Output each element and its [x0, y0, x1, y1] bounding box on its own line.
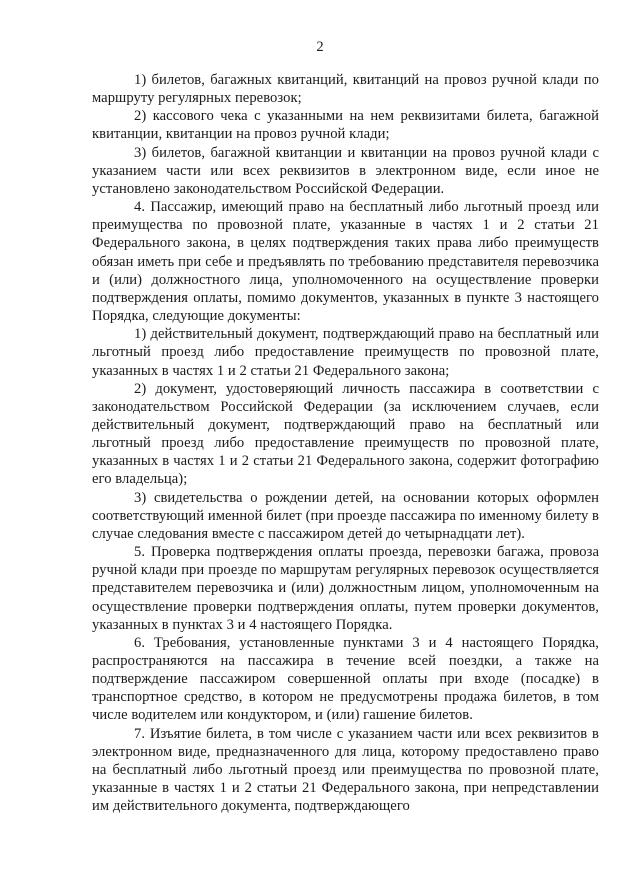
paragraph-4: 4. Пассажир, имеющий право на бесплатный либо льготный проезд или преимущества по провозной плате, указанные в частях 1 и 2 статьи 21 Федерального закона, в целях подтверждения таких права либо преимуществ обязан иметь при себе и предъявлять по требованию представителя перевозчика и (или) должностного лица, уполномоченного на осуществление проверки подтверждения оплаты, помимо документов, указанных в пункте 3 настоящего Порядка, следующие документы:: [92, 199, 599, 325]
paragraph-6: 2) документ, удостоверяющий личность пассажира в соответствии с законодательством Российской Федерации (за исключением случаев, если действительный документ, подтверждающий право на бесплатный или льготный проезд либо предоставление преимуществ по провозной плате, указанных в частях 1 и 2 статьи 21 Федерального закона, содержит фотографию его владельца);: [92, 380, 599, 488]
paragraph-5: 1) действительный документ, подтверждающий право на бесплатный или льготный проезд либо предоставление преимуществ по провозной плате, указанных в частях 1 и 2 статьи 21 Федерального закона;: [92, 326, 599, 379]
paragraph-1: 1) билетов, багажных квитанций, квитанций на провоз ручной клади по маршруту регулярных перевозок;: [92, 72, 599, 107]
paragraph-9: 6. Требования, установленные пунктами 3 и 4 настоящего Порядка, распространяются на пассажира в течение всей поездки, а также на подтверждение пассажиром совершенной оплаты при входе (посадке) в транспортное средство, в котором не предусмотрены продажа билетов, в том числе водителем или кондуктором, и (или) гашение билетов.: [92, 634, 599, 724]
paragraph-3: 3) билетов, багажной квитанции и квитанции на провоз ручной клади с указанием части или всех реквизитов в электронном виде, если иное не установлено законодательством Российской Федерации.: [92, 144, 599, 197]
page-number: 2: [316, 39, 324, 55]
paragraph-7: 3) свидетельства о рождении детей, на основании которых оформлен соответствующий именной билет (при проезде пассажира по именному билету в случае следования вместе с пассажиром детей до четырнадцати лет).: [92, 489, 599, 542]
paragraph-8: 5. Проверка подтверждения оплаты проезда, перевозки багажа, провоза ручной клади при проезде по маршрутам регулярных перевозок осуществляется представителем перевозчика и (или) должностным лицом, уполномоченным на осуществление проверки подтверждения оплаты, путем проверки документов, указанных в пунктах 3 и 4 настоящего Порядка.: [92, 544, 599, 633]
document-body: [92, 71, 599, 815]
paragraph-2: 2) кассового чека с указанными на нем реквизитами билета, багажной квитанции, квитанции на провоз ручной клади;: [92, 108, 599, 143]
paragraph-10: 7. Изъятие билета, в том числе с указанием части или всех реквизитов в электронном виде, предназначенного для лица, которому предоставлено право на бесплатный либо льготный проезд или преимущества по провозной плате, указанные в частях 1 и 2 статьи 21 Федерального закона, при непредставлении им действительного документа, подтверждающего: [92, 725, 599, 815]
